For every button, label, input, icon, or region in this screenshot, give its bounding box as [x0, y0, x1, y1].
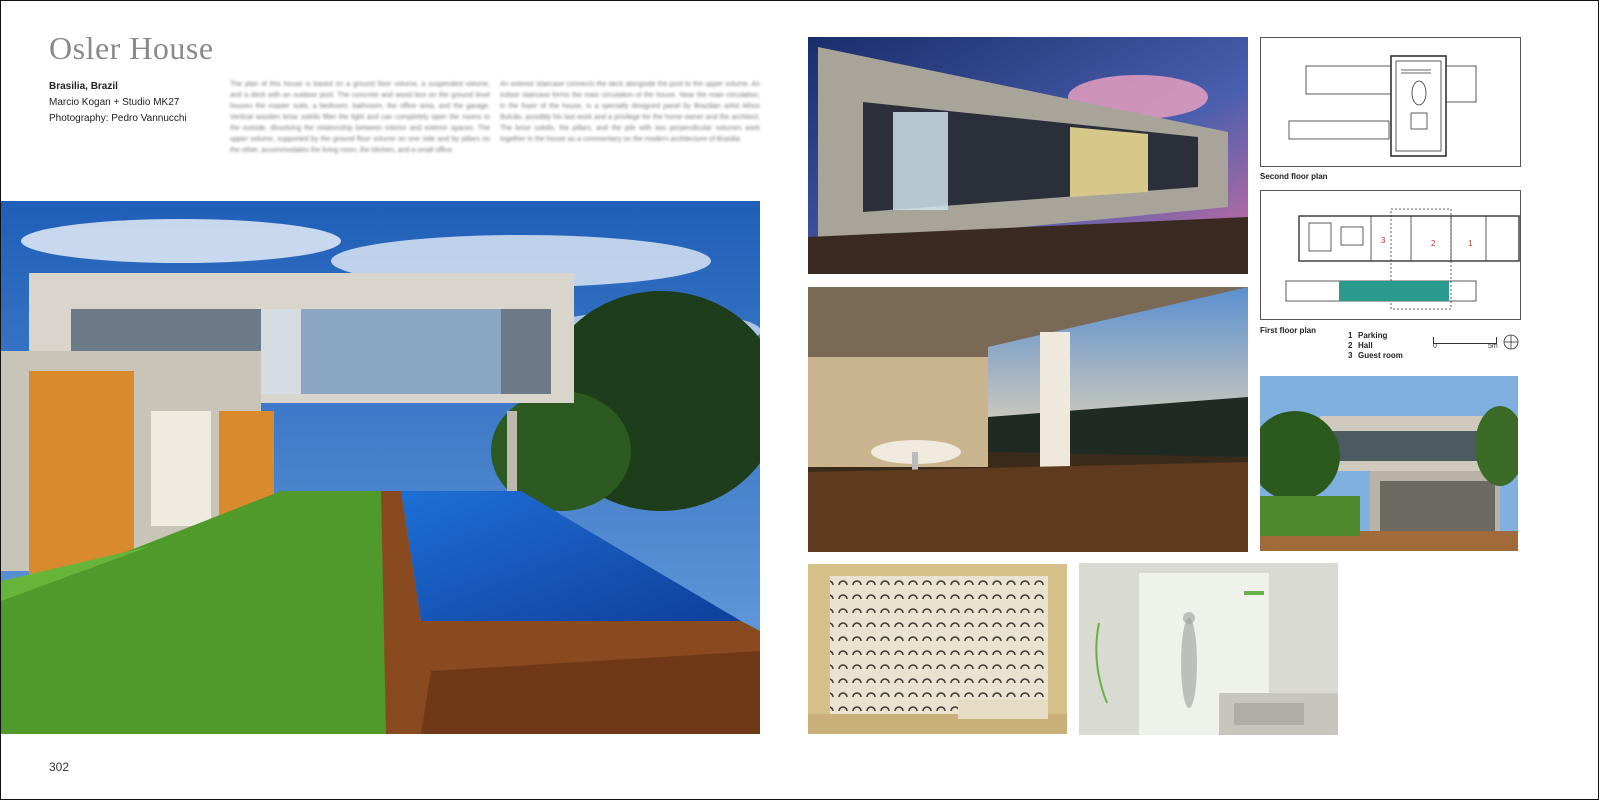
legend-item: 2 Hall — [1348, 341, 1373, 350]
scale-end-label: 5m — [1488, 343, 1498, 350]
scale-start-label: 0 — [1433, 343, 1437, 350]
page-title: Osler House — [49, 30, 214, 66]
house-exterior-pool-photo — [1, 201, 760, 734]
location: Brasilia, Brazil — [49, 81, 118, 92]
bathroom-shower-photo — [1079, 563, 1338, 735]
body-text-column-2: An exterior staircase connects the deck alongside the pool to the upper volume. An indoor staircase forms the main circulation of the house. Near the main circulation, in the foyer of the house, is a specially designed panel by Brazilian artist Athos Bulcão, possibly his last work and a privilege for the home owner and the architect. The brise soleils, the pillars, and the pile with two perpendicular volumes work together in the house as a commentary on the modern architecture of Brasilia. — [500, 81, 760, 143]
living-room-interior-photo — [808, 287, 1248, 552]
page-number: 302 — [49, 760, 70, 774]
photography-credit: Photography: Pedro Vannucchi — [49, 113, 187, 124]
first-floor-plan — [1260, 190, 1521, 320]
second-floor-plan — [1260, 37, 1521, 167]
room-label-3: 3 — [1381, 236, 1386, 245]
legend-item: 3 Guest room — [1348, 351, 1403, 360]
body-text-column-1: The plan of this house is based on a ground floor volume, a suspended volume, and a deck with an outdoor pool. The concrete and wood box on the ground level houses the master suite, a bedroom, bathroom, the office area, and the garage. Vertical wooden brise soleils filter the light and can completely open the rooms to the outside, dissolving the relationship between interior and exterior spaces. The upper volume, supported by the ground floor volume on one side and by pillars on the other, accommodates the living room, the kitchen, and a small office. — [230, 81, 490, 154]
first-floor-plan-caption: First floor plan — [1260, 326, 1316, 335]
suspended-volume-dusk-photo — [808, 37, 1248, 274]
second-floor-plan-caption: Second floor plan — [1260, 172, 1328, 181]
room-label-2: 2 — [1431, 239, 1436, 248]
project-meta — [49, 79, 187, 127]
plan-legend — [1348, 331, 1403, 361]
architect: Marcio Kogan + Studio MK27 — [49, 97, 180, 108]
legend-item: 1 Parking — [1348, 331, 1388, 340]
north-arrow-icon — [1503, 334, 1519, 350]
house-street-view-photo — [1260, 376, 1518, 551]
patterned-wall-panel-photo — [808, 564, 1067, 734]
room-label-1: 1 — [1468, 239, 1473, 248]
